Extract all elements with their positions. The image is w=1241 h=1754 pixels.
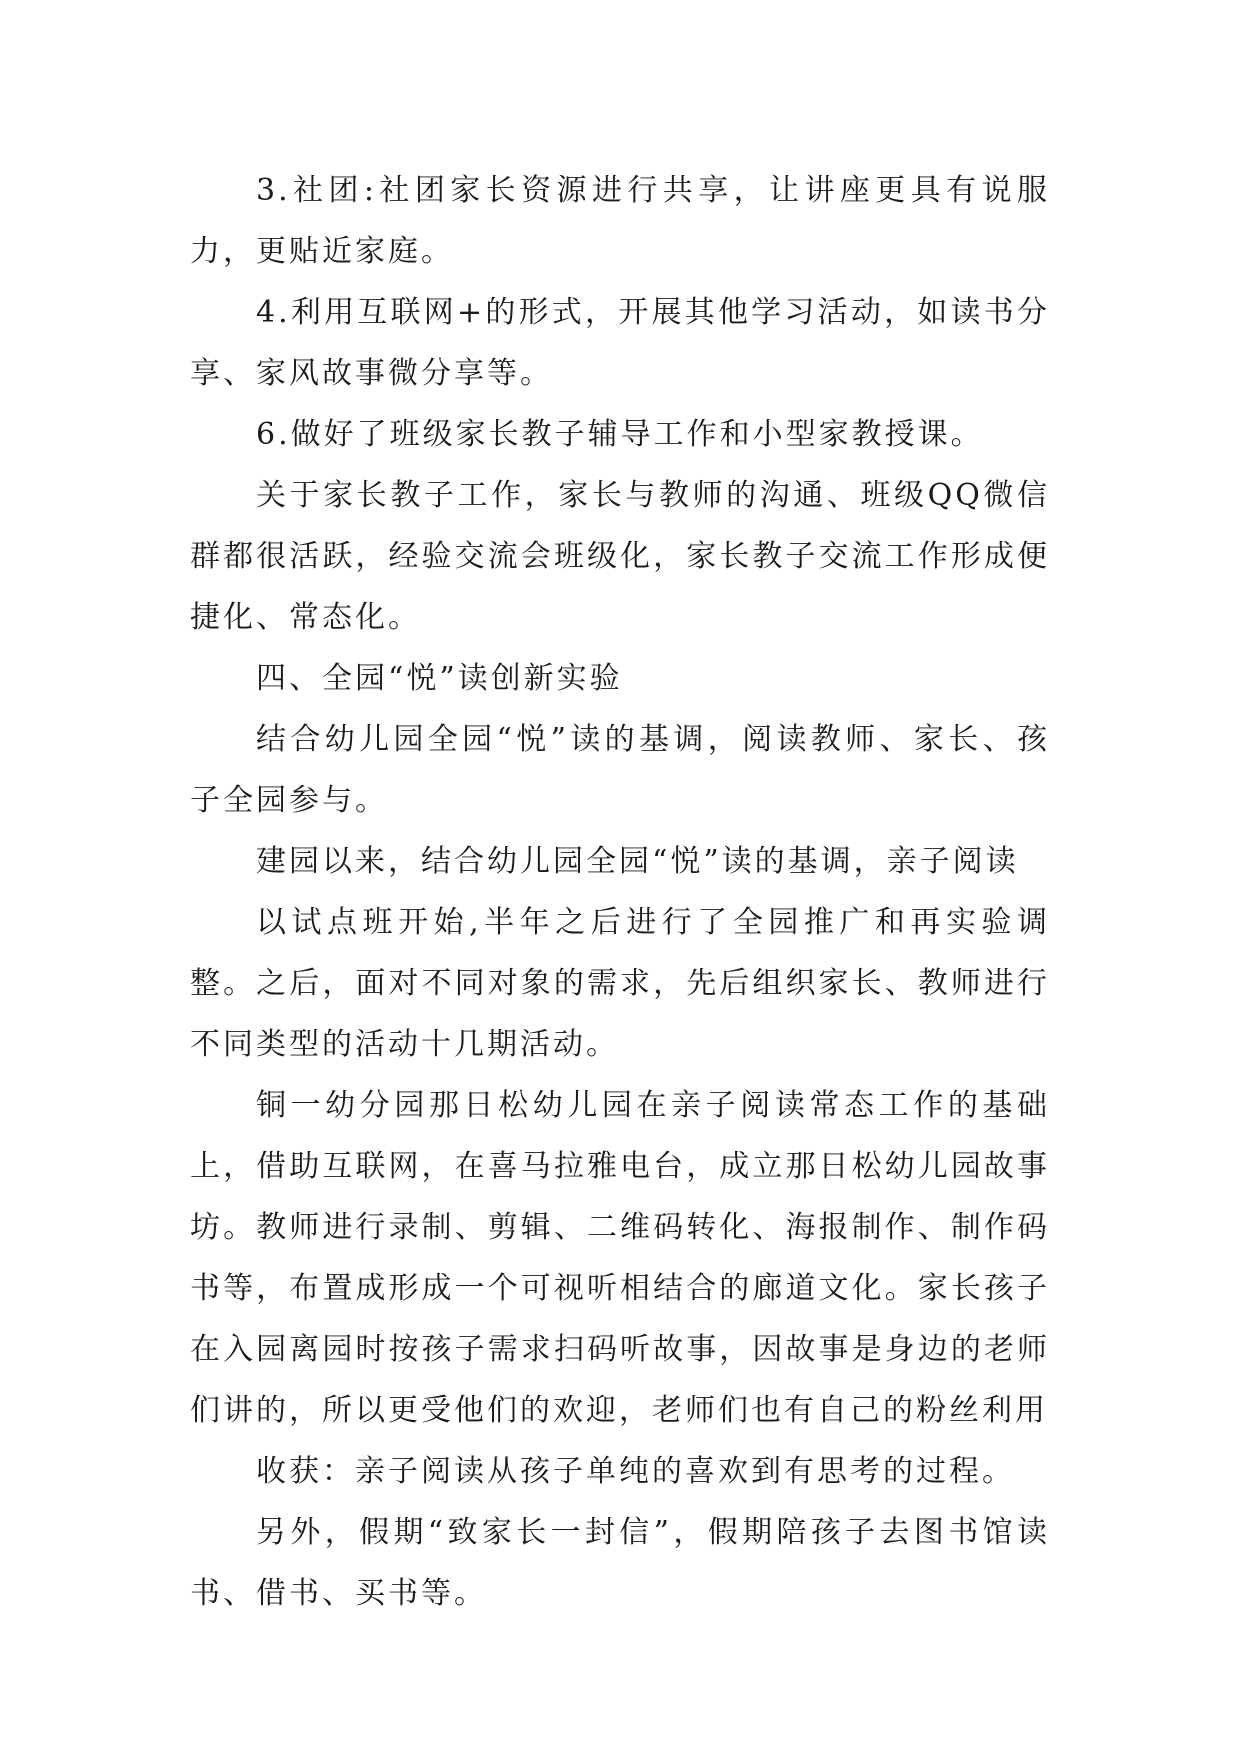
paragraph-parent-teacher-communication: 关于家长教子工作，家长与教师的沟通、班级QQ微信群都很活跃，经验交流会班级化，家长教子交流工作形成便捷化、常态化。 <box>190 478 1050 635</box>
paragraph-internet-activities: 4.利用互联网+的形式，开展其他学习活动，如读书分享、家风故事微分享等。 <box>190 295 1050 391</box>
paragraph-holiday-letter: 另外，假期“致家长一封信”，假期陪孩子去图书馆读书、借书、买书等。 <box>190 1515 1050 1611</box>
paragraph-pilot-class: 以试点班开始,半年之后进行了全园推广和再实验调整。之后，面对不同对象的需求，先后组织家长、教师进行不同类型的活动十几期活动。 <box>190 905 1050 1062</box>
section-heading-reading-experiment: 四、全园“悦”读创新实验 <box>256 661 623 696</box>
paragraph-class-guidance: 6.做好了班级家长教子辅导工作和小型家教授课。 <box>256 417 984 452</box>
paragraph-reading-participation: 结合幼儿园全园“悦”读的基调，阅读教师、家长、孩子全园参与。 <box>190 722 1050 818</box>
document-body <box>190 160 1050 1624</box>
paragraph-story-workshop: 铜一幼分园那日松幼儿园在亲子阅读常态工作的基础上，借助互联网，在喜马拉雅电台，成立那日松幼儿园故事坊。教师进行录制、剪辑、二维码转化、海报制作、制作码书等，布置成形成一个可视听相结合的廊道文化。家长孩子在入园离园时按孩子需求扫码听故事，因故事是身边的老师们讲的，所以更受他们的欢迎，老师们也有自己的粉丝利用 <box>190 1088 1050 1428</box>
paragraph-gains: 收获：亲子阅读从孩子单纯的喜欢到有思考的过程。 <box>256 1454 1015 1489</box>
paragraph-club-resources: 3.社团:社团家长资源进行共享，让讲座更具有说服力，更贴近家庭。 <box>190 173 1050 269</box>
paragraph-since-founding: 建园以来，结合幼儿园全园“悦”读的基调，亲子阅读 <box>256 844 1019 879</box>
